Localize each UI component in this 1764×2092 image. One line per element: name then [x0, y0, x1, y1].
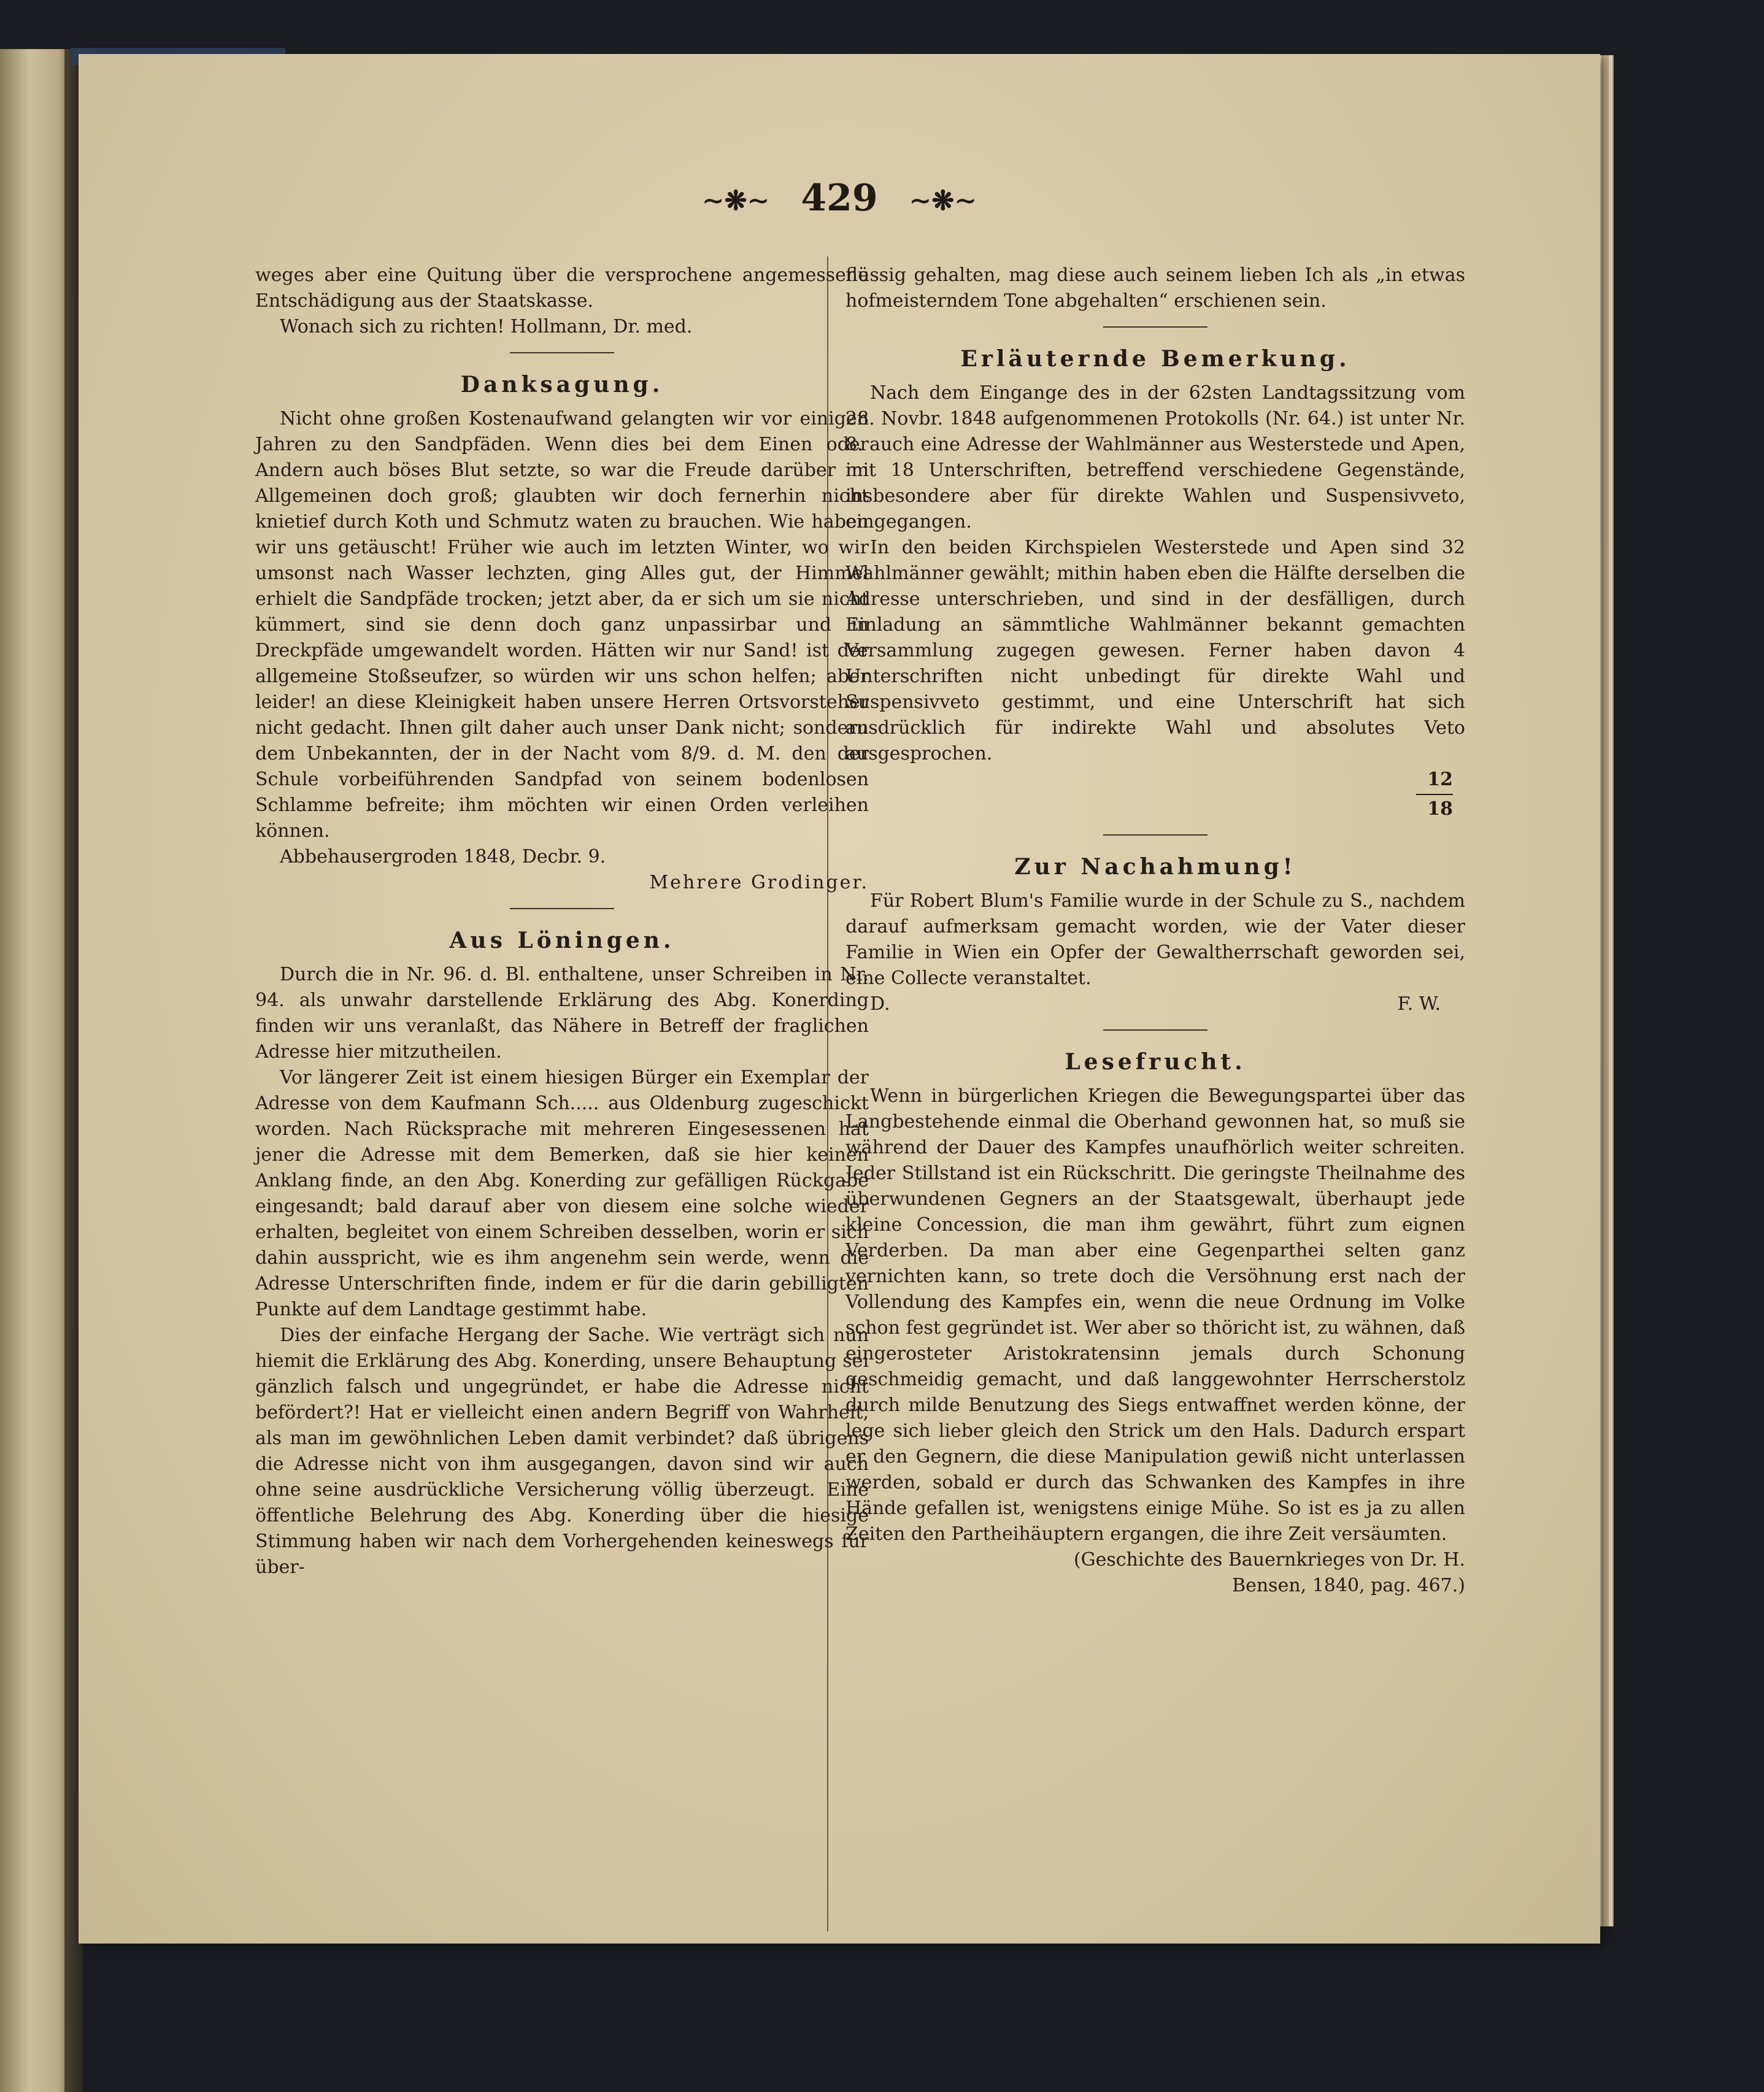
nachahmung-body: Für Robert Blum's Familie wurde in der Schule zu S., nachdem darauf aufmerksam gemacht worden, wie der Vater dieser Familie in Wien ein Opfer der Gewaltherrschaft geworden sei, eine Collecte veranstaltet.	[845, 890, 1465, 989]
separator-rule	[510, 908, 614, 909]
continued-text: weges aber eine Quitung über die versprochene angemessene Entschädigung aus der Staatskasse.	[255, 264, 869, 312]
bemerkung-paragraph-1: Nach dem Eingange des in der 62sten Landtagssitzung vom 28. Novbr. 1848 aufgenommenen Protokolls (Nr. 64.) ist unter Nr. 8. auch eine Adresse der Wahlmänner aus Westerstede und Apen, mit 18 Unterschriften, betreffend verschiedene Gegenstände, insbesondere aber für direkte Wahlen und Suspensivveto, eingegangen.	[845, 382, 1465, 533]
loeningen-paragraph-1: Durch die in Nr. 96. d. Bl. enthaltene, unser Schreiben in Nr. 94. als unwahr darstellende Erklärung des Abg. Konerding finden wir uns veranlaßt, das Nähere in Betreff der fraglichen Adresse hier mitzutheilen.	[255, 964, 869, 1063]
fraction-denominator: 18	[1427, 798, 1453, 820]
fraction-numerator: 12	[1427, 769, 1453, 790]
danksagung-date: Abbehausergroden 1848, Decbr. 9.	[280, 846, 606, 867]
citation-line-2: Bensen, 1840, pag. 467.)	[1232, 1575, 1465, 1596]
danksagung-signature: Mehrere Grodinger.	[649, 872, 869, 893]
section-title-nachahmung: Zur Nachahmung!	[1014, 854, 1296, 880]
page-header	[79, 177, 1600, 220]
right-column	[845, 263, 1465, 1599]
page-number: 429	[801, 177, 878, 220]
left-ornament-icon: ∼❋∼	[701, 185, 770, 217]
lesefrucht-body: Wenn in bürgerlichen Kriegen die Bewegungspartei über das Langbestehende einmal die Oberhand gewonnen hat, so muß sie während der Dauer des Kampfes unaufhörlich weiter schreiten. Jeder Stillstand ist ein Rückschritt. Die geringste Theilnahme des überwundenen Gegners an der Staatsgewalt, überhaupt jede kleine Concession, die man ihm gewährt, führt zum eignen Verderben. Da man aber eine Gegenparthei selten ganz vernichten kann, so trete doch die Versöhnung erst nach der Vollendung des Kampfes ein, wenn die neue Ordnung im Volke schon fest gegründet ist. Wer aber so thöricht ist, zu wähnen, daß eingerosteter Aristokratensinn jemals durch Schonung geschmeidig gemacht, und daß langgewohnter Herrscherstolz durch milde Benutzung des Siegs entwaffnet werden könne, der lege sich lieber gleich den Strick um den Hals. Dadurch erspart er den Gegnern, die diese Manipulation gewiß nicht unterlassen werden, sobald er durch das Schwanken des Kampfes in ihre Hände gefallen ist, wenigstens einige Mühe. So ist es ja zu allen Zeiten den Partheihäuptern ergangen, die ihre Zeit versäumten.	[845, 1085, 1465, 1545]
section-title-lesefrucht: Lesefrucht.	[1065, 1049, 1246, 1075]
danksagung-body: Nicht ohne großen Kostenaufwand gelangten wir vor einigen Jahren zu den Sandpfäden. Wenn dies bei dem Einen oder Andern auch böses Blut setzte, so war die Freude darüber im Allgemeinen doch groß; glaubten wir doch fernerhin nicht knietief durch Koth und Schmutz waten zu brauchen. Wie haben wir uns getäuscht! Früher wie auch im letzten Winter, wo wir umsonst nach Wasser lechzten, ging Alles gut, der Himmel erhielt die Sandpfäde trocken; jetzt aber, da er sich um sie nicht kümmert, sind sie denn doch ganz unpassirbar und in Dreckpfäde umgewandelt worden. Hätten wir nur Sand! ist der allgemeine Stoßseufzer, so würden wir uns schon helfen; aber leider! an diese Kleinigkeit haben unsere Herren Ortsvorsteher nicht gedacht. Ihnen gilt daher auch unser Dank nicht; sondern dem Unbekannten, der in der Nacht vom 8/9. d. M. den der Schule vorbeiführenden Sandpfad von seinem bodenlosen Schlamme befreite; ihm möchten wir einen Orden verleihen können.	[255, 408, 869, 842]
signature-right: F. W.	[1397, 993, 1441, 1015]
citation-line-1: (Geschichte des Bauernkrieges von Dr. H.	[1073, 1549, 1465, 1571]
nachahmung-signature-row	[845, 991, 1465, 1017]
separator-rule	[510, 352, 614, 353]
bemerkung-paragraph-2: In den beiden Kirchspielen Westerstede und Apen sind 32 Wahlmänner gewählt; mithin haben eben die Hälfte derselben die Adresse unterschrieben, und sind in der desfälligen, durch Einladung an sämmtliche Wahlmänner bekannt gemachten Versammlung zugegen gewesen. Ferner haben davon 4 Unterschriften nicht unbedingt für direkte Wahl und Suspensivveto gestimmt, und eine Unterschrift hat sich ausdrücklich für indirekte Wahl und absolutes Veto ausgesprochen.	[845, 537, 1465, 764]
separator-rule	[1103, 1029, 1207, 1031]
loeningen-paragraph-2: Vor längerer Zeit ist einem hiesigen Bürger ein Exemplar der Adresse von dem Kaufmann Sch..... aus Oldenburg zugeschickt worden. Nach Rücksprache mit mehreren Eingesessenen hat jener die Adresse mit dem Bemerken, daß sie hier keinen Anklang finde, an den Abg. Konerding zur gefälligen Rückgabe eingesandt; bald darauf aber von diesem eine solche wieder erhalten, begleitet von einem Schreiben desselben, worin er sich dahin ausspricht, wie es ihm angenehm sein werde, wenn die Adresse Unterschriften finde, indem er für die darin gebilligten Punkte auf dem Landtage gestimmt habe.	[255, 1067, 869, 1320]
loeningen-paragraph-3: Dies der einfache Hergang der Sache. Wie verträgt sich nun hiemit die Erklärung des Abg. Konerding, unsere Behauptung sei gänzlich falsch und ungegründet, er habe die Adresse nicht befördert?! Hat er vielleicht einen andern Begriff von Wahrheit, als man im gewöhnlichen Leben damit verbindet? daß übrigens die Adresse nicht von ihm ausgegangen, davon sind wir auch ohne seine ausdrückliche Versicherung völlig überzeugt. Eine öffentliche Belehrung des Abg. Konerding über die hiesige Stimmung haben wir nach dem Vorhergehenden keineswegs für über-	[255, 1325, 869, 1578]
separator-rule	[1103, 834, 1207, 836]
signature-left: D.	[870, 993, 890, 1015]
left-column	[255, 263, 869, 1580]
facing-page-edge	[0, 49, 74, 2092]
separator-rule	[1103, 326, 1207, 328]
section-title-danksagung: Danksagung.	[460, 372, 664, 398]
newspaper-page	[79, 54, 1600, 1944]
section-title-loeningen: Aus Löningen.	[449, 928, 675, 953]
intro-signature: Wonach sich zu richten! Hollmann, Dr. med.	[280, 316, 693, 337]
continued-text: flüssig gehalten, mag diese auch seinem lieben Ich als „in etwas hofmeisterndem Tone abgehalten“ erschienen sein.	[845, 264, 1465, 312]
right-ornament-icon: ∼❋∼	[909, 185, 977, 217]
section-title-bemerkung: Erläuternde Bemerkung.	[960, 346, 1350, 372]
fraction-line	[1416, 794, 1453, 795]
